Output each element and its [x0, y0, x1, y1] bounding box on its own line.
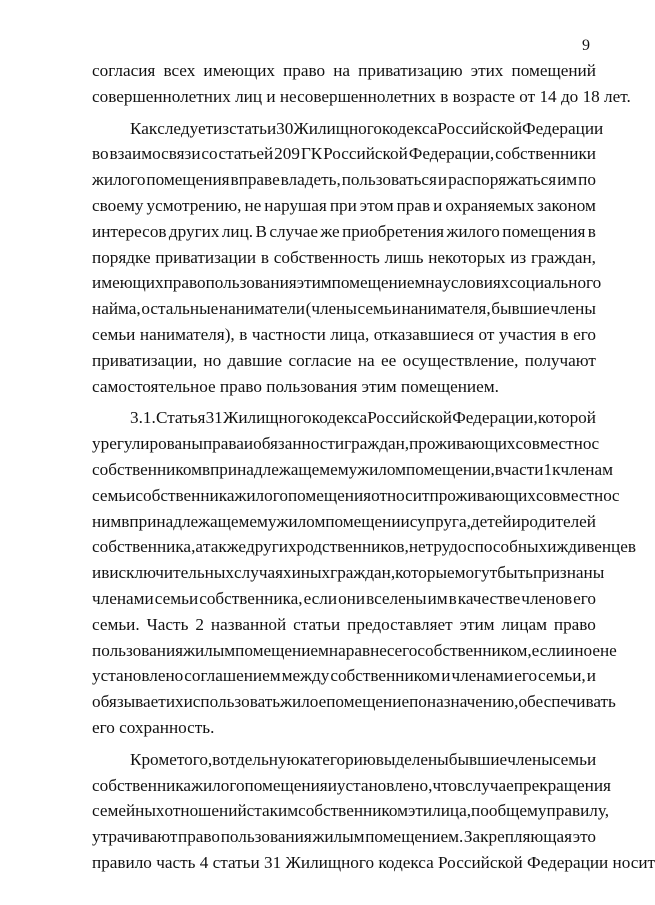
text-line: имеющих право пользования этим помещением на условиях социального — [92, 273, 602, 293]
text-line: утрачивают право пользования жилым помещением. Закрепляющая это — [92, 827, 596, 847]
text-line: во взаимосвязи со статьей 209 ГК Российской Федерации, собственники — [92, 144, 596, 164]
text-line: семьи нанимателя), в частности лица, отказавшиеся от участия в его — [92, 324, 596, 344]
text-line: собственника жилого помещения и установлено, что в случае прекращения — [92, 775, 611, 795]
text-line: собственника, а также других родственников, нетрудоспособных иждивенцев — [92, 537, 637, 557]
text-line: обязывает их использовать жилое помещение по назначению, обеспечивать — [92, 692, 616, 712]
document-body — [92, 58, 655, 876]
text-line: его сохранность. — [92, 717, 215, 737]
text-line: и в исключительных случаях иных граждан, которые могут быть признаны — [92, 563, 605, 583]
text-line: своему усмотрению, не нарушая при этом прав и охраняемых законом — [92, 195, 596, 215]
text-line: жилого помещения вправе владеть, пользоваться и распоряжаться им по — [92, 170, 596, 190]
text-line: согласия всех имеющих право на приватизацию этих помещений — [92, 61, 596, 80]
text-line: пользования жилым помещением наравне с его собственником, если иное не — [92, 640, 617, 660]
paragraph — [92, 58, 631, 110]
page-number: 9 — [582, 37, 590, 54]
paragraph — [92, 747, 655, 876]
text-line: семьи. Часть 2 названной статьи предоставляет этим лицам право — [92, 614, 596, 634]
text-line: приватизации, но давшие согласие на ее осуществление, получают — [92, 350, 596, 370]
text-line: порядке приватизации в собственность лишь некоторых из граждан, — [92, 247, 596, 267]
text-line: найма, остальные наниматели (члены семьи нанимателя, бывшие члены — [92, 299, 596, 319]
text-line: членами семьи собственника, если они вселены им в качестве членов его — [92, 588, 596, 608]
text-line: Как следует из статьи 30 Жилищного кодекса Российской Федерации — [130, 118, 604, 138]
text-line: установлено соглашением между собственником и членами его семьи, и — [92, 666, 596, 686]
text-line: 3.1. Статья 31 Жилищного кодекса Российской Федерации, которой — [130, 408, 596, 428]
text-line: правило часть 4 статьи 31 Жилищного кодекса Российской Федерации носит — [92, 852, 655, 872]
text-line: собственником в принадлежащем ему жилом помещении, в части 1 к членам — [92, 459, 614, 479]
text-line: урегулированы права и обязанности граждан, проживающих совместно с — [92, 434, 600, 454]
text-line: ним в принадлежащем ему жилом помещении супруга, детей и родителей — [92, 511, 597, 531]
text-line: Кроме того, в отдельную категорию выделены бывшие члены семьи — [130, 749, 597, 769]
paragraph — [92, 405, 637, 740]
text-line: совершеннолетних лиц и несовершеннолетних в возрасте от 14 до 18 лет. — [92, 86, 631, 106]
text-line: семьи собственника жилого помещения относит проживающих совместно с — [92, 485, 620, 505]
text-line: интересов других лиц. В случае же приобретения жилого помещения в — [92, 221, 596, 241]
text-line: семейных отношений с таким собственником эти лица, по общему правилу, — [92, 801, 610, 821]
paragraph — [92, 116, 604, 400]
text-line: самостоятельное право пользования этим помещением. — [92, 376, 499, 396]
